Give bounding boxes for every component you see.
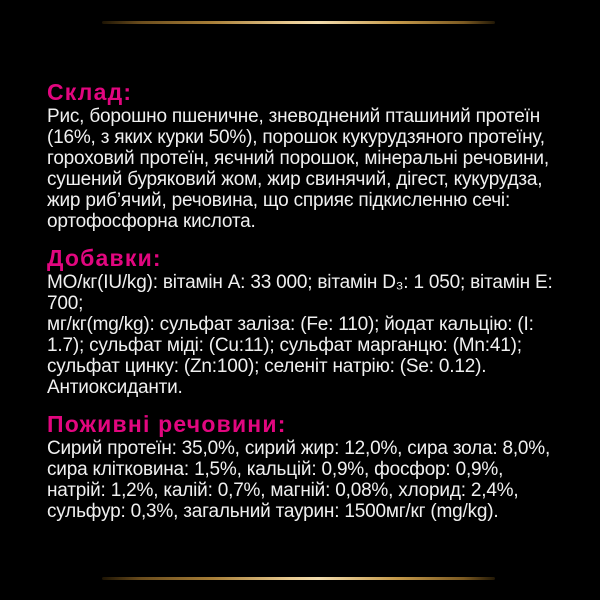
composition-line: Рис, борошно пшеничне, зневоднений пташиний протеїн <box>47 106 541 127</box>
composition-line: (16%, з яких курки 50%), порошок кукурудзяного протеїну, <box>47 127 545 148</box>
label-text-content <box>47 78 559 522</box>
composition-line: гороховий протеїн, яєчний порошок, мінеральні речовини, <box>47 148 549 169</box>
additives-line: сульфат цинку: (Zn:100); селеніт натрію: (Se: 0.12). <box>47 356 487 377</box>
composition-line: сушений буряковий жом, жир свинячий, дігест, кукурудза, <box>47 169 543 190</box>
additives-line: мг/кг(mg/kg): сульфат заліза: (Fe: 110); йодат кальцію: (I: <box>47 314 534 335</box>
nutrients-line: натрій: 1,2%, калій: 0,7%, магній: 0,08%, хлорид: 2,4%, <box>47 480 519 501</box>
additives-heading: Добавки: <box>47 245 162 271</box>
nutrients-line: сульфур: 0,3%, загальний таурин: 1500мг/кг (mg/kg). <box>47 501 499 522</box>
nutrients-line: сира клітковина: 1,5%, кальцій: 0,9%, фосфор: 0,9%, <box>47 459 504 480</box>
nutrients-heading: Поживні речовини: <box>47 411 287 437</box>
gold-divider-bottom <box>102 577 495 580</box>
additives-line: МО/кг(IU/kg): вітамін A: 33 000; вітамін D₃: 1 050; вітамін E: <box>47 272 553 293</box>
composition-line: жир риб’ячий, речовина, що сприяє підкисленню сечі: <box>47 190 511 211</box>
section-composition <box>47 78 559 232</box>
gold-divider-top <box>102 21 495 24</box>
section-additives <box>47 244 559 398</box>
section-nutrients <box>47 410 559 522</box>
composition-heading: Склад: <box>47 79 133 105</box>
composition-line: ортофосфорна кислота. <box>47 211 256 232</box>
additives-line: 1.7); сульфат міді: (Cu:11); сульфат марганцю: (Mn:41); <box>47 335 522 356</box>
additives-line: 700; <box>47 293 84 314</box>
nutrients-line: Сирий протеїн: 35,0%, сирий жир: 12,0%, сира зола: 8,0%, <box>47 438 551 459</box>
additives-line: Антиоксиданти. <box>47 377 183 398</box>
